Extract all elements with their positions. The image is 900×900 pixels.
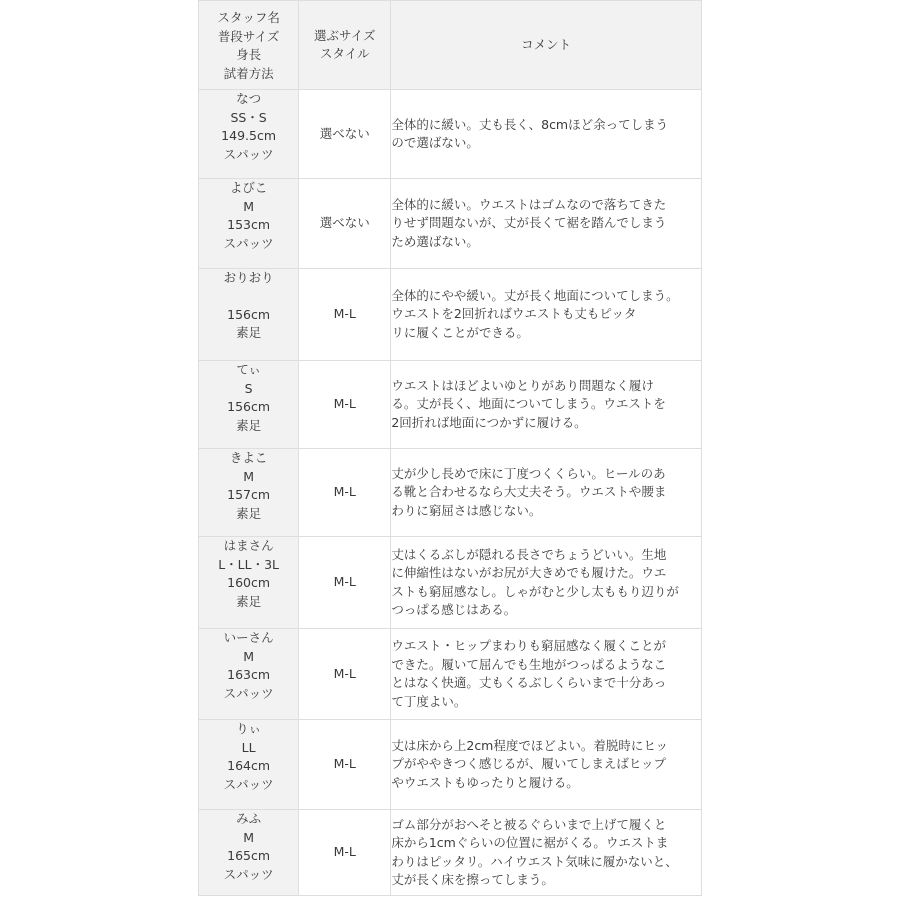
comment-line: 丈は床から上2cm程度でほどよい。着脱時にヒッ	[391, 737, 668, 753]
staff-height: 153cm	[227, 217, 271, 232]
staff-cell	[199, 629, 299, 720]
staff-usual-size: S	[244, 380, 253, 396]
staff-fitting-method: 素足	[236, 417, 262, 433]
size-cell: M-L	[299, 810, 391, 896]
staff-fitting-method: 素足	[236, 593, 262, 609]
size-cell: M-L	[299, 720, 391, 810]
comment-line: 2回折れば地面につかずに履ける。	[391, 414, 587, 430]
table-row	[199, 537, 702, 629]
comment-line: りせず問題ないが、丈が長くて裾を踏んでしまう	[391, 215, 667, 231]
staff-cell	[199, 90, 299, 179]
size-cell: M-L	[299, 361, 391, 449]
comment-line: 全体的に緩い。ウエストはゴムなので落ちてきた	[391, 196, 667, 212]
staff-cell	[199, 720, 299, 810]
comment-line: ウエストはほどよいゆとりがあり問題なく履け	[391, 377, 654, 393]
comment-cell	[391, 537, 702, 629]
staff-cell	[199, 449, 299, 537]
staff-fitting-method: スパッツ	[223, 866, 274, 882]
header-fitting-method: 試着方法	[223, 65, 274, 81]
comment-cell	[391, 720, 702, 810]
staff-cell	[199, 537, 299, 629]
table-row	[199, 269, 702, 361]
comment-line: ウエスト・ヒップまわりも窮屈感なく履くことが	[391, 638, 666, 653]
comment-line: 床から1cmぐらいの位置に裾がくる。ウエストま	[391, 835, 669, 850]
staff-cell	[199, 179, 299, 269]
comment-line: 丈はくるぶしが隠れる長さでちょうどいい。生地	[391, 546, 667, 562]
staff-name: いーさん	[223, 630, 274, 645]
header-comment: コメント	[391, 1, 702, 90]
staff-cell	[199, 810, 299, 896]
comment-line: できた。履いて屈んでも生地がつっぱるようなこ	[391, 656, 667, 672]
table-row	[199, 90, 702, 179]
table-row	[199, 810, 702, 896]
comment-cell	[391, 449, 702, 537]
staff-height: 160cm	[227, 575, 271, 590]
comment-line: ため選ばない。	[391, 233, 479, 249]
staff-name: みふ	[236, 811, 262, 826]
staff-usual-size: SS・S	[230, 109, 267, 125]
comment-line: ストも窮屈感なし。しゃがむと少し太ももり辺りが	[391, 583, 679, 599]
table-row	[199, 179, 702, 269]
size-cell: 選べない	[299, 179, 391, 269]
header-style: スタイル	[319, 46, 370, 61]
staff-height: 149.5cm	[221, 128, 277, 143]
size-cell: M-L	[299, 629, 391, 720]
size-cell: M-L	[299, 537, 391, 629]
staff-usual-size: L・LL・3L	[218, 556, 279, 572]
header-size-style	[299, 1, 391, 90]
staff-fitting-method: 素足	[236, 505, 262, 521]
header-usual-size: 普段サイズ	[217, 28, 280, 44]
header-chosen-size: 選ぶサイズ	[314, 27, 376, 43]
table-row	[199, 720, 702, 810]
size-cell: M-L	[299, 449, 391, 537]
fitting-table	[198, 0, 702, 896]
header-height: 身長	[236, 47, 262, 62]
staff-height: 163cm	[227, 667, 271, 682]
comment-cell	[391, 361, 702, 449]
staff-cell	[199, 269, 299, 361]
comment-line: ウエストを2回折ればウエストも丈もピッタ	[391, 306, 637, 322]
staff-cell	[199, 361, 299, 449]
comment-line: 全体的にやや緩い。丈が長く地面についてしまう。	[391, 287, 679, 303]
staff-height: 156cm	[227, 399, 271, 414]
comment-cell	[391, 179, 702, 269]
spacer	[199, 288, 298, 306]
staff-usual-size: M	[243, 648, 254, 664]
comment-line: わりに窮屈さは感じない。	[391, 502, 542, 518]
comment-line: やウエストもゆったりと履ける。	[391, 774, 579, 790]
comment-cell	[391, 90, 702, 179]
staff-name: よびこ	[229, 180, 268, 195]
staff-fitting-method: スパッツ	[223, 146, 274, 162]
comment-line: る靴と合わせるなら大丈夫そう。ウエストや腰ま	[391, 484, 667, 500]
header-staff-info	[199, 1, 299, 90]
staff-name: なつ	[236, 91, 262, 106]
staff-fitting-method: スパッツ	[223, 235, 274, 251]
comment-line: に伸縮性はないがお尻が大きめでも履けた。ウエ	[391, 565, 667, 580]
comment-cell	[391, 629, 702, 720]
staff-name: おりおり	[223, 270, 274, 285]
staff-usual-size: M	[243, 468, 254, 484]
header-staff-name: スタッフ名	[217, 10, 280, 25]
staff-fitting-method: スパッツ	[223, 685, 274, 701]
staff-name: きよこ	[229, 450, 268, 465]
staff-fitting-method: 素足	[236, 325, 262, 340]
size-cell: M-L	[299, 269, 391, 361]
fitting-table-container	[198, 0, 702, 896]
staff-usual-size: LL	[241, 739, 256, 755]
staff-usual-size: M	[243, 198, 254, 214]
staff-name: てぃ	[236, 362, 261, 377]
comment-line: リに履くことができる。	[391, 324, 529, 340]
comment-line: とはなく快適。丈もくるぶしくらいまで十分あっ	[391, 675, 667, 690]
comment-line: て丁度よい。	[391, 693, 467, 709]
comment-line: ので選ばない。	[391, 135, 479, 150]
staff-usual-size: M	[243, 829, 254, 845]
comment-cell	[391, 810, 702, 896]
table-row	[199, 629, 702, 720]
comment-line: る。丈が長く、地面についてしまう。ウエストを	[391, 396, 666, 412]
table-row	[199, 449, 702, 537]
staff-name: はまさん	[223, 538, 274, 553]
comment-line: 全体的に緩い。丈も長く、8cmほど余ってしまう	[391, 116, 669, 132]
comment-line: ゴム部分がおへそと被るぐらいまで上げて履くと	[391, 816, 667, 832]
table-row	[199, 361, 702, 449]
size-cell: 選べない	[299, 90, 391, 179]
comment-line: わりはピッタリ。ハイウエスト気味に履かないと、	[391, 853, 678, 869]
comment-line: 丈が少し長めで床に丁度つくくらい。ヒールのあ	[391, 465, 666, 481]
staff-name: りぃ	[236, 721, 262, 736]
comment-line: つっぱる感じはある。	[391, 602, 517, 617]
staff-height: 164cm	[227, 758, 271, 773]
staff-fitting-method: スパッツ	[223, 776, 274, 792]
staff-height: 156cm	[227, 306, 271, 322]
comment-cell	[391, 269, 702, 361]
staff-height: 157cm	[227, 487, 271, 502]
comment-line: プがややきつく感じるが、履いてしまえばヒップ	[391, 756, 666, 772]
table-header-row	[199, 1, 702, 90]
comment-line: 丈が長く床を擦ってしまう。	[391, 872, 554, 887]
staff-height: 165cm	[227, 848, 271, 863]
